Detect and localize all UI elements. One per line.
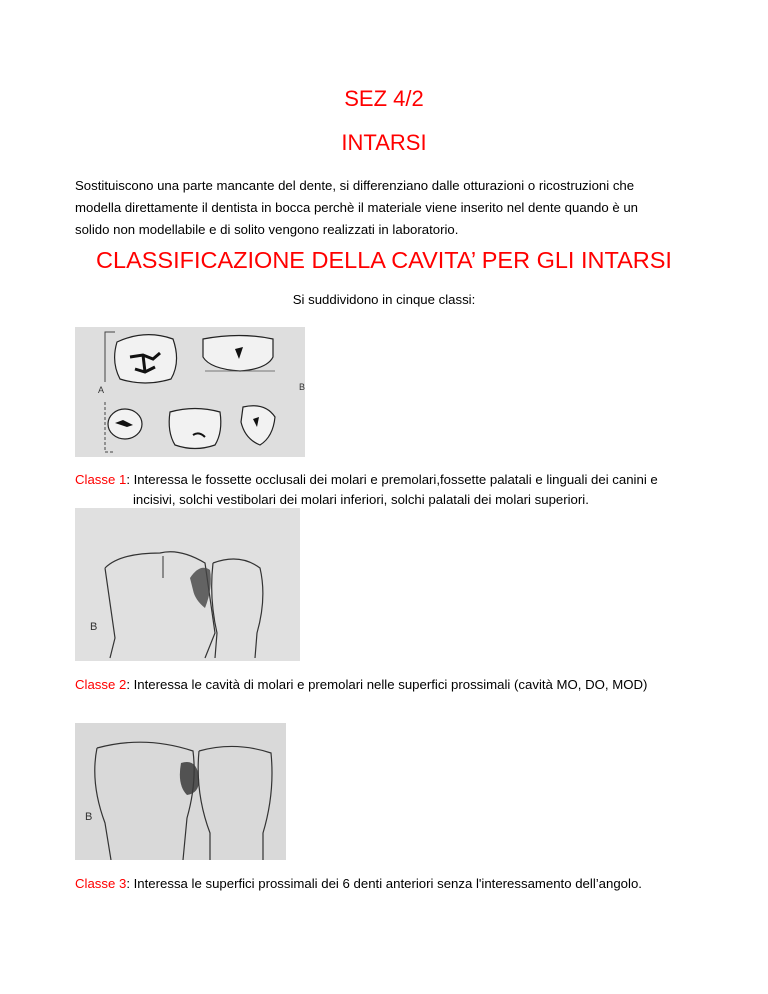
class-1-description [75, 470, 715, 510]
class-2-name: Classe 2 [75, 677, 127, 692]
figure-class2-teeth [75, 508, 300, 661]
figure-label: B [85, 811, 93, 823]
figure-label-a: A [98, 385, 105, 395]
class-3-name: Classe 3 [75, 876, 127, 891]
intro-line: solido non modellabile e di solito vengono realizzati in laboratorio. [75, 222, 459, 237]
class-3-description [75, 874, 715, 894]
intro-paragraph [75, 175, 700, 241]
class-2-description [75, 675, 715, 695]
figure-label-b: B [299, 382, 306, 392]
class-1-text-continued: incisivi, solchi vestibolari dei molari inferiori, solchi palatali dei molari superiori. [133, 492, 589, 507]
figure-class1-teeth [75, 327, 305, 457]
intro-line: modella direttamente il dentista in bocca perchè il materiale viene inserito nel dente quando è un [75, 200, 639, 215]
classification-subtitle: Si suddividono in cinque classi: [292, 292, 476, 307]
intro-line: Sostituiscono una parte mancante del dente, si differenziano dalle otturazioni o ricostruzioni che [75, 178, 635, 193]
classification-heading: CLASSIFICAZIONE DELLA CAVITA’ PER GLI INTARSI [96, 247, 672, 273]
figure-label: B [90, 621, 98, 633]
class-3-text: : Interessa le superfici prossimali dei 6 denti anteriori senza l'interessamento dell’angolo. [126, 876, 642, 891]
figure-class3-teeth [75, 723, 286, 860]
class-1-text: : Interessa le fossette occlusali dei molari e premolari,fossette palatali e linguali dei canini e [126, 472, 658, 487]
section-number: SEZ 4/2 [344, 86, 424, 111]
class-2-text: : Interessa le cavità di molari e premolari nelle superfici prossimali (cavità MO, DO, MOD) [126, 677, 648, 692]
class-1-name: Classe 1 [75, 472, 127, 487]
page-title: INTARSI [341, 130, 427, 155]
